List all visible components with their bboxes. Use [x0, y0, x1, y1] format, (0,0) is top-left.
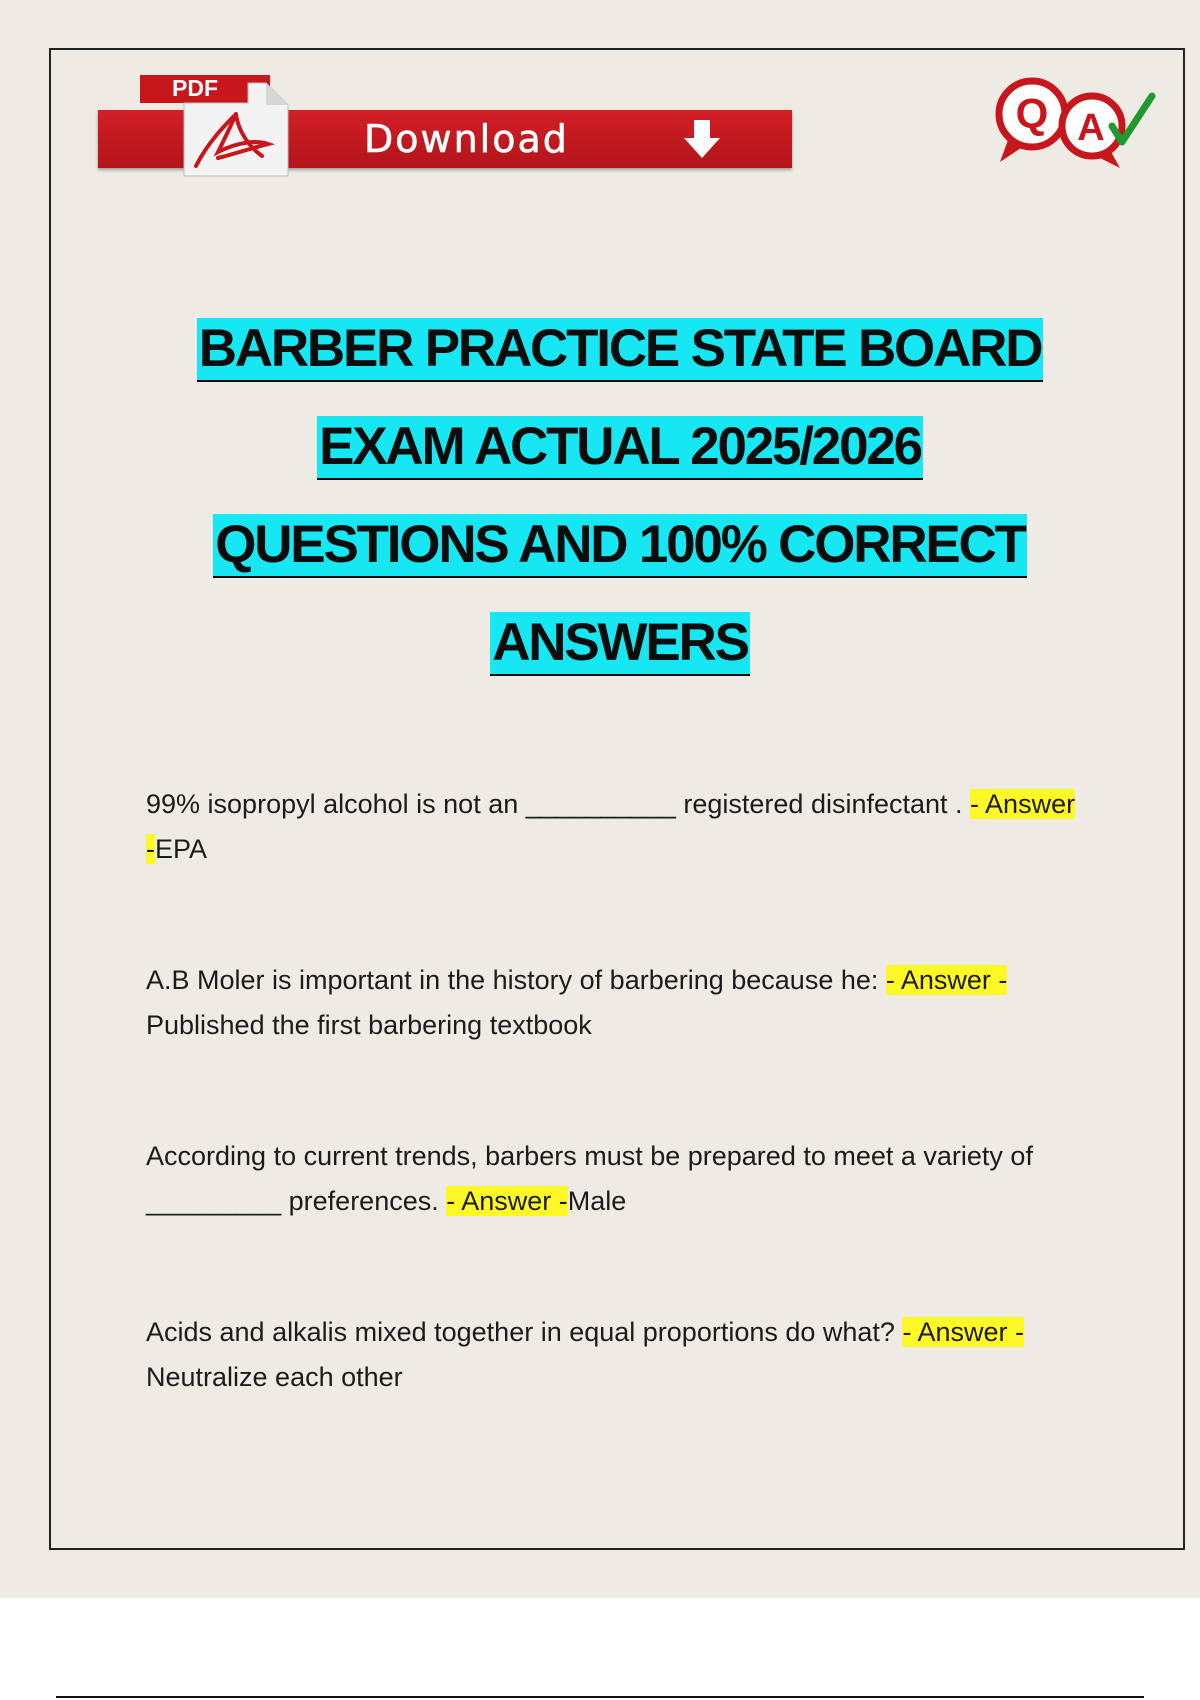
answer-text: EPA [155, 834, 208, 864]
answer-text: Published the first barbering textbook [146, 1010, 592, 1040]
logo-q-letter: Q [1015, 90, 1049, 137]
qa-list [146, 782, 1086, 1486]
logo-a-letter: A [1077, 107, 1105, 149]
answer-marker: - Answer - [902, 1317, 1024, 1347]
question-text: According to current trends, barbers must be prepared to meet a variety of _________ preferences. [146, 1141, 1033, 1216]
title-line [60, 606, 1180, 704]
question-text: A.B Moler is important in the history of barbering because he: [146, 965, 886, 995]
question-text: Acids and alkalis mixed together in equal proportions do what? [146, 1317, 903, 1347]
title-line-text: EXAM ACTUAL 2025/2026 [317, 416, 923, 480]
question-text: 99% isopropyl alcohol is not an __________ registered disinfectant . [146, 789, 971, 819]
qa-item [146, 1134, 1086, 1224]
answer-text: Neutralize each other [146, 1362, 403, 1392]
answer-marker: - Answer - [146, 789, 1076, 864]
document-title [60, 312, 1180, 704]
title-line [60, 508, 1180, 606]
answer-text: Male [567, 1186, 627, 1216]
answer-marker: - Answer - [446, 1186, 568, 1216]
page-divider [56, 1696, 1144, 1698]
qa-item [146, 1310, 1086, 1400]
pdf-file-icon [138, 72, 388, 178]
pdf-download-banner[interactable] [98, 72, 794, 176]
title-line [60, 410, 1180, 508]
pdf-tag: PDF [172, 75, 218, 101]
title-line-text: ANSWERS [490, 612, 750, 676]
answer-marker: - Answer - [885, 965, 1008, 995]
title-line [60, 312, 1180, 410]
qa-item [146, 782, 1086, 872]
qa-item [146, 958, 1086, 1048]
download-arrow-icon [682, 118, 722, 160]
title-line-text: QUESTIONS AND 100% CORRECT [213, 514, 1027, 578]
qa-logo-icon [990, 70, 1160, 170]
title-line-text: BARBER PRACTICE STATE BOARD [197, 318, 1044, 382]
download-label[interactable]: Download [364, 117, 569, 161]
